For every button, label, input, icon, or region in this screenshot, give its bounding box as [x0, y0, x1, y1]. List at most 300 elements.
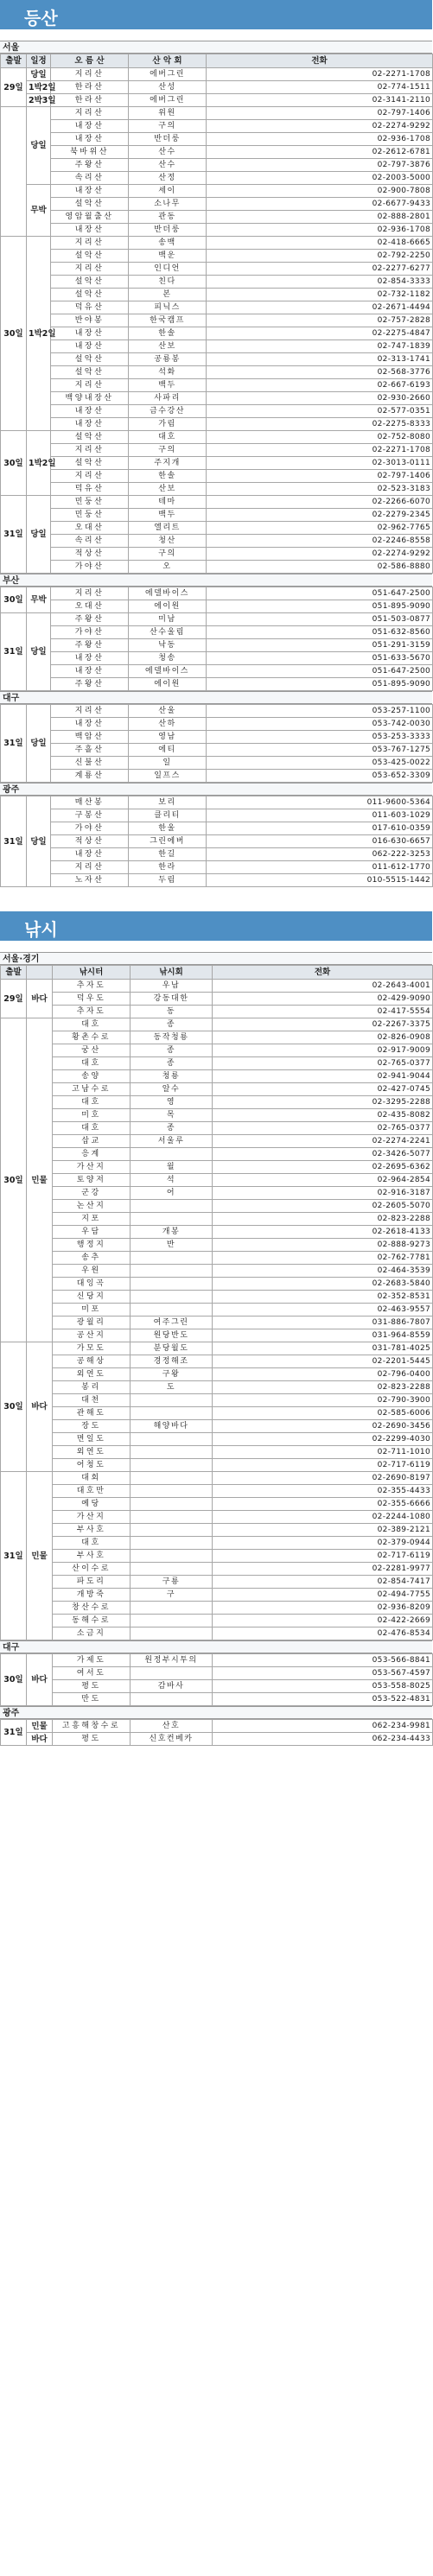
mountain-name: 지리산 [51, 705, 129, 718]
fishing-type: 바다 [31, 993, 48, 1004]
phone-number: 02-2274-9292 [207, 548, 433, 561]
mountain-name: 주흘산 [51, 744, 129, 757]
fishing-spot: 고흥해창수로 [53, 1720, 131, 1733]
fishing-spot: 평도 [53, 1680, 131, 1693]
table-row [1, 1070, 433, 1083]
phone-number: 02-417-5554 [213, 1006, 433, 1018]
departure-date-cell [1, 587, 27, 613]
fishing-spot: 황촌수로 [53, 1031, 131, 1044]
phone-number: 02-2605-5070 [213, 1200, 433, 1213]
phone-number: 016-630-6657 [207, 835, 433, 848]
table-row [1, 1265, 433, 1278]
fishing-club: 강동대한 [131, 993, 213, 1006]
mountain-name: 덕유산 [51, 483, 129, 496]
club-name: 친다 [129, 276, 207, 289]
table-row [1, 1226, 433, 1239]
fishing-spot: 산이수로 [53, 1563, 131, 1576]
fishing-spot: 어청도 [53, 1459, 131, 1472]
fishing-spot: 부사호 [53, 1524, 131, 1537]
schedule-cell [27, 107, 51, 185]
club-name: 에이원 [129, 600, 207, 613]
fishing-type: 민물 [31, 1175, 48, 1185]
table-row [1, 133, 433, 146]
hiking-section-title: 등산 [24, 8, 58, 29]
table-row [1, 809, 433, 822]
schedule-cell [27, 185, 51, 237]
club-name: 한길 [129, 848, 207, 861]
mountain-name: 구봉산 [51, 809, 129, 822]
phone-number: 02-757-2828 [207, 314, 433, 327]
mountain-name: 노자산 [51, 874, 129, 887]
table-row [1, 1291, 433, 1304]
region-label: 광주 [0, 783, 432, 796]
phone-number: 02-523-3183 [207, 483, 433, 496]
phone-number: 02-3141-2110 [207, 94, 433, 107]
table-row [1, 1511, 433, 1524]
club-name: 소나무 [129, 198, 207, 211]
fishing-section-title: 낚시 [24, 919, 58, 940]
schedule-cell [27, 68, 51, 81]
fishing-spot: 대천 [53, 1394, 131, 1407]
departure-date-cell [1, 980, 27, 1018]
schedule-cell [27, 94, 56, 107]
table-row [1, 587, 433, 600]
fishing-spot: 공산지 [53, 1329, 131, 1342]
phone-number: 02-435-8082 [213, 1109, 433, 1122]
header-date: 출발 [1, 966, 27, 980]
phone-number: 02-888-2801 [207, 211, 433, 224]
table-row [1, 757, 433, 770]
mountain-name: 주왕산 [51, 159, 129, 172]
table-row [1, 470, 433, 483]
mountain-name: 속리산 [51, 172, 129, 185]
fishing-spot: 추자도 [53, 980, 131, 993]
table-row [1, 418, 433, 431]
header-type [27, 966, 53, 980]
fishing-club: 종 [131, 1122, 213, 1135]
departure-date-cell [1, 237, 27, 431]
phone-number: 02-463-9557 [213, 1304, 433, 1317]
mountain-name: 내장산 [51, 405, 129, 418]
phone-number: 062-234-9981 [213, 1720, 433, 1733]
fishing-spot: 동해수로 [53, 1615, 131, 1627]
mountain-name: 영암월출산 [51, 211, 129, 224]
phone-number: 02-2671-4494 [207, 301, 433, 314]
table-row [1, 81, 433, 94]
club-name: 송백 [129, 237, 207, 250]
fishing-spot: 관해도 [53, 1407, 131, 1420]
mountain-name: 가야산 [51, 626, 129, 639]
fishing-type: 민물 [31, 1551, 48, 1561]
schedule-cell [27, 796, 51, 887]
hiking-table [0, 704, 433, 783]
table-row [1, 327, 433, 340]
table-row [1, 1498, 433, 1511]
table-row [1, 496, 433, 509]
table-row [1, 1096, 433, 1109]
mountain-name: 주왕산 [51, 639, 129, 652]
fishing-section-banner [0, 911, 432, 941]
fishing-type-cell [27, 1472, 53, 1640]
phone-number: 02-917-9009 [213, 1044, 433, 1057]
fishing-club [131, 1304, 213, 1317]
mountain-name: 지리산 [51, 263, 129, 276]
club-name: 구의 [129, 120, 207, 133]
phone-number: 02-711-1010 [213, 1446, 433, 1459]
phone-number: 02-2246-8558 [207, 535, 433, 548]
departure-date-cell [1, 613, 27, 691]
mountain-name: 지리산 [51, 470, 129, 483]
fishing-spot: 면일도 [53, 1433, 131, 1446]
fishing-type-cell [27, 1733, 53, 1746]
club-name: 한솔 [129, 327, 207, 340]
table-row [1, 678, 433, 691]
schedule-cell [27, 587, 51, 613]
fishing-club [131, 1200, 213, 1213]
fishing-club [131, 1407, 213, 1420]
club-name: 한솔 [129, 470, 207, 483]
club-name: 에버그린 [129, 68, 207, 81]
phone-number: 02-389-2121 [213, 1524, 433, 1537]
phone-number: 02-2618-4133 [213, 1226, 433, 1239]
phone-number: 02-2690-8197 [213, 1472, 433, 1485]
phone-number: 02-2279-2345 [207, 509, 433, 522]
table-row [1, 1083, 433, 1096]
table-row [1, 1239, 433, 1252]
phone-number: 02-797-1406 [207, 470, 433, 483]
table-row [1, 1420, 433, 1433]
table-row [1, 639, 433, 652]
table-header-row [1, 54, 433, 68]
phone-number: 053-742-0030 [207, 718, 433, 731]
table-row [1, 1693, 433, 1706]
phone-number: 02-2274-9292 [207, 120, 433, 133]
phone-number: 02-717-6119 [213, 1550, 433, 1563]
table-row [1, 1161, 433, 1174]
fishing-spot: 대잉곡 [53, 1278, 131, 1291]
phone-number: 053-253-3333 [207, 731, 433, 744]
table-row [1, 705, 433, 718]
mountain-name: 지리산 [51, 107, 129, 120]
table-row [1, 1174, 433, 1187]
phone-number: 02-765-0377 [213, 1057, 433, 1070]
fishing-type: 바다 [31, 1675, 48, 1685]
departure-date-cell [1, 796, 27, 887]
phone-number: 011-612-1770 [207, 861, 433, 874]
phone-number: 02-962-7765 [207, 522, 433, 535]
fishing-club [131, 1498, 213, 1511]
phone-number: 053-652-3309 [207, 770, 433, 783]
fishing-spot: 개방죽 [53, 1589, 131, 1602]
fishing-club [131, 1446, 213, 1459]
fishing-club: 해양바다 [131, 1420, 213, 1433]
mountain-name: 적상산 [51, 548, 129, 561]
mountain-name: 지리산 [51, 587, 129, 600]
club-name: 산수울림 [129, 626, 207, 639]
schedule: 당일 [30, 739, 47, 748]
phone-number: 02-379-0944 [213, 1537, 433, 1550]
fishing-club [131, 1472, 213, 1485]
fishing-club [131, 1485, 213, 1498]
phone-number: 02-797-1406 [207, 107, 433, 120]
departure-date-cell [1, 1018, 27, 1342]
table-row [1, 1602, 433, 1615]
fishing-type: 민물 [31, 1721, 48, 1731]
table-row [1, 431, 433, 444]
fishing-spot: 우원 [53, 1265, 131, 1278]
club-name: 위원 [129, 107, 207, 120]
club-name: 가림 [129, 418, 207, 431]
departure-date-cell [1, 1654, 27, 1706]
table-row [1, 263, 433, 276]
table-row [1, 665, 433, 678]
departure-date: 31일 [3, 1728, 23, 1737]
mountain-name: 설악산 [51, 353, 129, 366]
table-row [1, 1368, 433, 1381]
table-row [1, 250, 433, 263]
departure-date-cell [1, 1342, 27, 1472]
hiking-table [0, 587, 433, 691]
fishing-spot: 신당지 [53, 1291, 131, 1304]
table-row [1, 1667, 433, 1680]
club-name: 에이원 [129, 678, 207, 691]
phone-number: 02-2266-6070 [207, 496, 433, 509]
fishing-spot: 평도 [53, 1733, 131, 1746]
phone-number: 02-2299-4030 [213, 1433, 433, 1446]
fishing-club: 원당반도 [131, 1329, 213, 1342]
phone-number: 02-796-0400 [213, 1368, 433, 1381]
table-row [1, 1006, 433, 1018]
fishing-club: 월 [131, 1161, 213, 1174]
header-phone: 전화 [207, 54, 433, 68]
fishing-type-cell [27, 1720, 53, 1733]
phone-number: 02-2690-3456 [213, 1420, 433, 1433]
table-row [1, 861, 433, 874]
club-name: 일프스 [129, 770, 207, 783]
departure-date: 30일 [3, 458, 23, 468]
fishing-club: 구룡 [131, 1576, 213, 1589]
club-name: 산울 [129, 705, 207, 718]
fishing-spot: 가산지 [53, 1511, 131, 1524]
departure-date: 31일 [3, 647, 23, 657]
phone-number: 02-888-9273 [213, 1239, 433, 1252]
phone-number: 02-936-8209 [213, 1602, 433, 1615]
club-name: 금수강산 [129, 405, 207, 418]
fishing-club: 우남 [131, 980, 213, 993]
header-schedule: 일정 [27, 54, 51, 68]
club-name: 본 [129, 289, 207, 301]
club-name: 산보 [129, 340, 207, 353]
fishing-club [131, 1615, 213, 1627]
table-row [1, 146, 433, 159]
fishing-spot: 미호 [53, 1109, 131, 1122]
fishing-club: 영 [131, 1096, 213, 1109]
fishing-spot: 외연도 [53, 1368, 131, 1381]
fishing-type: 바다 [31, 1734, 48, 1744]
mountain-name: 민둥산 [51, 496, 129, 509]
club-name: 일 [129, 757, 207, 770]
mountain-name: 설악산 [51, 457, 129, 470]
table-row [1, 1329, 433, 1342]
phone-number: 053-522-4831 [213, 1693, 433, 1706]
phone-number: 02-823-2288 [213, 1381, 433, 1394]
table-row [1, 198, 433, 211]
fishing-spot: 파도리 [53, 1576, 131, 1589]
table-row [1, 185, 433, 198]
phone-number: 02-936-1708 [207, 133, 433, 146]
phone-number: 062-234-4433 [213, 1733, 433, 1746]
mountain-name: 북바위산 [51, 146, 129, 159]
mountain-name: 가야산 [51, 822, 129, 835]
phone-number: 031-781-4025 [213, 1342, 433, 1355]
club-name: 클리티 [129, 809, 207, 822]
club-name: 피닉스 [129, 301, 207, 314]
table-row [1, 237, 433, 250]
table-row [1, 613, 433, 626]
club-name: 보리 [129, 796, 207, 809]
phone-number: 053-425-0022 [207, 757, 433, 770]
fishing-spot: 공해상 [53, 1355, 131, 1368]
table-row [1, 1654, 433, 1667]
club-name: 산정 [129, 172, 207, 185]
table-row [1, 1317, 433, 1329]
header-date: 출발 [1, 54, 27, 68]
table-row [1, 796, 433, 809]
mountain-name: 지리산 [51, 237, 129, 250]
club-name: 미남 [129, 613, 207, 626]
table-row [1, 1576, 433, 1589]
table-row [1, 1342, 433, 1355]
departure-date-cell [1, 431, 27, 496]
schedule: 2박3일 [29, 95, 56, 105]
fishing-club [131, 1550, 213, 1563]
fishing-spot: 외연도 [53, 1446, 131, 1459]
departure-date: 31일 [3, 836, 23, 847]
phone-number: 051-895-9090 [207, 600, 433, 613]
fishing-spot: 대호 [53, 1096, 131, 1109]
departure-date: 29일 [3, 82, 23, 92]
phone-number: 02-2277-6277 [207, 263, 433, 276]
header-club: 산 악 회 [129, 54, 207, 68]
departure-date: 30일 [3, 595, 23, 605]
phone-number: 053-567-4597 [213, 1667, 433, 1680]
departure-date: 31일 [3, 530, 23, 539]
table-row [1, 353, 433, 366]
fishing-spot: 창산수로 [53, 1602, 131, 1615]
table-row [1, 731, 433, 744]
fishing-type-cell [27, 980, 53, 1018]
fishing-club: 동 [131, 1006, 213, 1018]
fishing-spot: 궁산 [53, 1044, 131, 1057]
mountain-name: 지리산 [51, 68, 129, 81]
fishing-spot: 대호 [53, 1122, 131, 1135]
fishing-spot: 대호만 [53, 1485, 131, 1498]
fishing-spot: 삽교 [53, 1135, 131, 1148]
table-row [1, 1355, 433, 1368]
table-row [1, 1550, 433, 1563]
header-shop: 낚시회 [131, 966, 213, 980]
table-row [1, 314, 433, 327]
fishing-club: 동작청룡 [131, 1031, 213, 1044]
table-row [1, 1733, 433, 1746]
table-row [1, 600, 433, 613]
phone-number: 02-747-1839 [207, 340, 433, 353]
phone-number: 02-2271-1708 [207, 444, 433, 457]
fishing-club: 여주그린 [131, 1317, 213, 1329]
table-row [1, 993, 433, 1006]
table-row [1, 1304, 433, 1317]
fishing-club [131, 1252, 213, 1265]
phone-number: 053-257-1100 [207, 705, 433, 718]
table-row [1, 1615, 433, 1627]
club-name: 엘리트 [129, 522, 207, 535]
schedule: 1박2일 [29, 458, 56, 468]
schedule: 무박 [30, 206, 47, 215]
table-row [1, 1213, 433, 1226]
table-row [1, 652, 433, 665]
fishing-club [131, 1537, 213, 1550]
fishing-type-cell [27, 1018, 53, 1342]
mountain-name: 속리산 [51, 535, 129, 548]
phone-number: 02-930-2660 [207, 392, 433, 405]
table-row [1, 1459, 433, 1472]
fishing-club [131, 1433, 213, 1446]
fishing-club [131, 1265, 213, 1278]
schedule: 당일 [30, 530, 47, 539]
table-row [1, 120, 433, 133]
phone-number: 02-762-7781 [213, 1252, 433, 1265]
table-row [1, 1187, 433, 1200]
schedule-cell [27, 237, 56, 431]
table-row [1, 626, 433, 639]
club-name: 관동 [129, 211, 207, 224]
hiking-listing [0, 41, 432, 887]
phone-number: 010-5515-1442 [207, 874, 433, 887]
phone-number: 053-558-8025 [213, 1680, 433, 1693]
table-row [1, 289, 433, 301]
hiking-table [0, 796, 433, 887]
fishing-club [131, 1291, 213, 1304]
phone-number: 02-717-6119 [213, 1459, 433, 1472]
table-row [1, 548, 433, 561]
table-row [1, 444, 433, 457]
region-label: 대구 [0, 1640, 432, 1653]
region-label: 서울 [0, 41, 432, 54]
departure-date-cell [1, 107, 27, 237]
club-name: 산성 [129, 81, 207, 94]
phone-number: 02-494-7755 [213, 1589, 433, 1602]
table-row [1, 1394, 433, 1407]
fishing-club [131, 1511, 213, 1524]
mountain-name: 설악산 [51, 276, 129, 289]
phone-number: 02-2275-8333 [207, 418, 433, 431]
club-name: 에델바이스 [129, 665, 207, 678]
fishing-spot: 덕우도 [53, 993, 131, 1006]
departure-date: 31일 [3, 1551, 23, 1561]
fishing-club: 종 [131, 1044, 213, 1057]
region-label: 광주 [0, 1706, 432, 1719]
phone-number: 02-3295-2288 [213, 1096, 433, 1109]
club-name: 한울 [129, 822, 207, 835]
departure-date: 30일 [3, 1175, 23, 1185]
phone-number: 02-792-2250 [207, 250, 433, 263]
mountain-name: 오대산 [51, 600, 129, 613]
table-row [1, 1044, 433, 1057]
mountain-name: 지리산 [51, 861, 129, 874]
phone-number: 02-355-6666 [213, 1498, 433, 1511]
mountain-name: 설악산 [51, 431, 129, 444]
phone-number: 02-577-0351 [207, 405, 433, 418]
